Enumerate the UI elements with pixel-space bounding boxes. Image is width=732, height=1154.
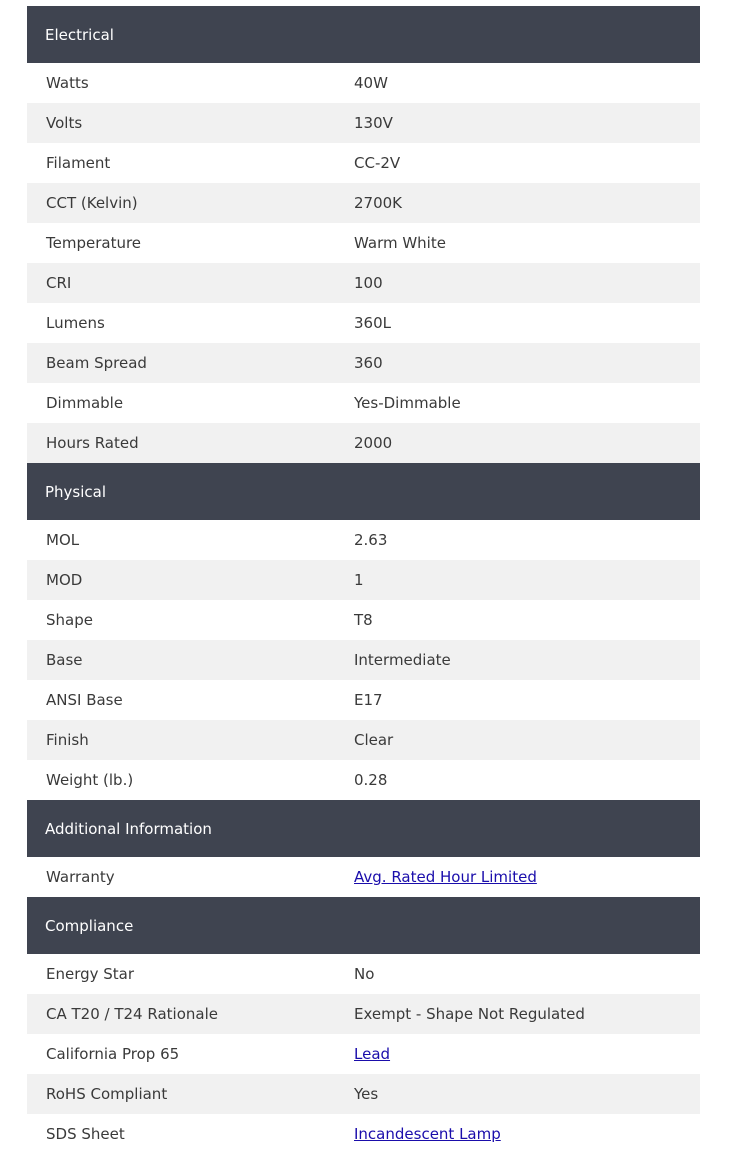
spec-value: 100: [354, 274, 383, 292]
spec-value: 40W: [354, 74, 388, 92]
section-header: Physical: [27, 463, 700, 520]
spec-value-link[interactable]: Lead: [354, 1045, 391, 1063]
spec-label: RoHS Compliant: [46, 1085, 168, 1103]
section-compliance: [27, 897, 700, 1154]
spec-label: Weight (lb.): [46, 771, 134, 789]
spec-value: 1: [354, 571, 364, 589]
section-rows: [27, 857, 700, 897]
spec-row-weight-lb: [27, 760, 700, 800]
spec-value-link[interactable]: Avg. Rated Hour Limited: [354, 868, 537, 886]
spec-row-mod: [27, 560, 700, 600]
spec-value: Yes: [354, 1085, 379, 1103]
spec-value: CC-2V: [354, 154, 401, 172]
section-header: Electrical: [27, 6, 700, 63]
spec-value: 0.28: [354, 771, 388, 789]
spec-row-sds-sheet: [27, 1114, 700, 1154]
spec-row-hours-rated: [27, 423, 700, 463]
spec-row-cct-kelvin: [27, 183, 700, 223]
spec-label: CCT (Kelvin): [46, 194, 138, 212]
spec-row-cri: [27, 263, 700, 303]
spec-label: California Prop 65: [46, 1045, 180, 1063]
section-rows: [27, 520, 700, 800]
spec-row-mol: [27, 520, 700, 560]
spec-row-lumens: [27, 303, 700, 343]
spec-label: MOL: [46, 531, 80, 549]
spec-label: Beam Spread: [46, 354, 147, 372]
spec-label: Volts: [46, 114, 83, 132]
spec-label: SDS Sheet: [46, 1125, 125, 1143]
spec-value: E17: [354, 691, 383, 709]
spec-value: 2000: [354, 434, 393, 452]
spec-row-ca-t20-t24-rationale: [27, 994, 700, 1034]
spec-value: 2700K: [354, 194, 403, 212]
spec-label: MOD: [46, 571, 83, 589]
spec-value: T8: [354, 611, 373, 629]
spec-row-dimmable: [27, 383, 700, 423]
section-rows: [27, 63, 700, 463]
spec-value: No: [354, 965, 375, 983]
spec-value: 2.63: [354, 531, 388, 549]
section-additional-information: [27, 800, 700, 897]
section-rows: [27, 954, 700, 1154]
spec-value: Clear: [354, 731, 394, 749]
spec-row-shape: [27, 600, 700, 640]
spec-value: 360: [354, 354, 383, 372]
spec-label: CA T20 / T24 Rationale: [46, 1005, 218, 1023]
spec-label: ANSI Base: [46, 691, 123, 709]
spec-value: Intermediate: [354, 651, 451, 669]
spec-row-ansi-base: [27, 680, 700, 720]
spec-row-watts: [27, 63, 700, 103]
spec-row-volts: [27, 103, 700, 143]
spec-label: Filament: [46, 154, 111, 172]
spec-label: Finish: [46, 731, 89, 749]
spec-value: Yes-Dimmable: [354, 394, 461, 412]
spec-row-filament: [27, 143, 700, 183]
spec-label: Lumens: [46, 314, 105, 332]
spec-row-temperature: [27, 223, 700, 263]
spec-row-rohs-compliant: [27, 1074, 700, 1114]
spec-label: Watts: [46, 74, 89, 92]
section-physical: [27, 463, 700, 800]
section-header: Additional Information: [27, 800, 700, 857]
spec-row-energy-star: [27, 954, 700, 994]
spec-label: Energy Star: [46, 965, 135, 983]
spec-table: [27, 6, 700, 1154]
spec-row-finish: [27, 720, 700, 760]
spec-label: Shape: [46, 611, 93, 629]
spec-value: 130V: [354, 114, 393, 132]
spec-label: Base: [46, 651, 83, 669]
section-header: Compliance: [27, 897, 700, 954]
spec-row-california-prop-65: [27, 1034, 700, 1074]
section-electrical: [27, 6, 700, 463]
spec-value: 360L: [354, 314, 391, 332]
spec-label: CRI: [46, 274, 72, 292]
spec-label: Dimmable: [46, 394, 124, 412]
spec-label: Warranty: [46, 868, 115, 886]
spec-value: Exempt - Shape Not Regulated: [354, 1005, 585, 1023]
spec-label: Hours Rated: [46, 434, 139, 452]
spec-value: Warm White: [354, 234, 446, 252]
spec-label: Temperature: [46, 234, 142, 252]
spec-row-warranty: [27, 857, 700, 897]
spec-row-base: [27, 640, 700, 680]
spec-value-link[interactable]: Incandescent Lamp: [354, 1125, 501, 1143]
spec-row-beam-spread: [27, 343, 700, 383]
